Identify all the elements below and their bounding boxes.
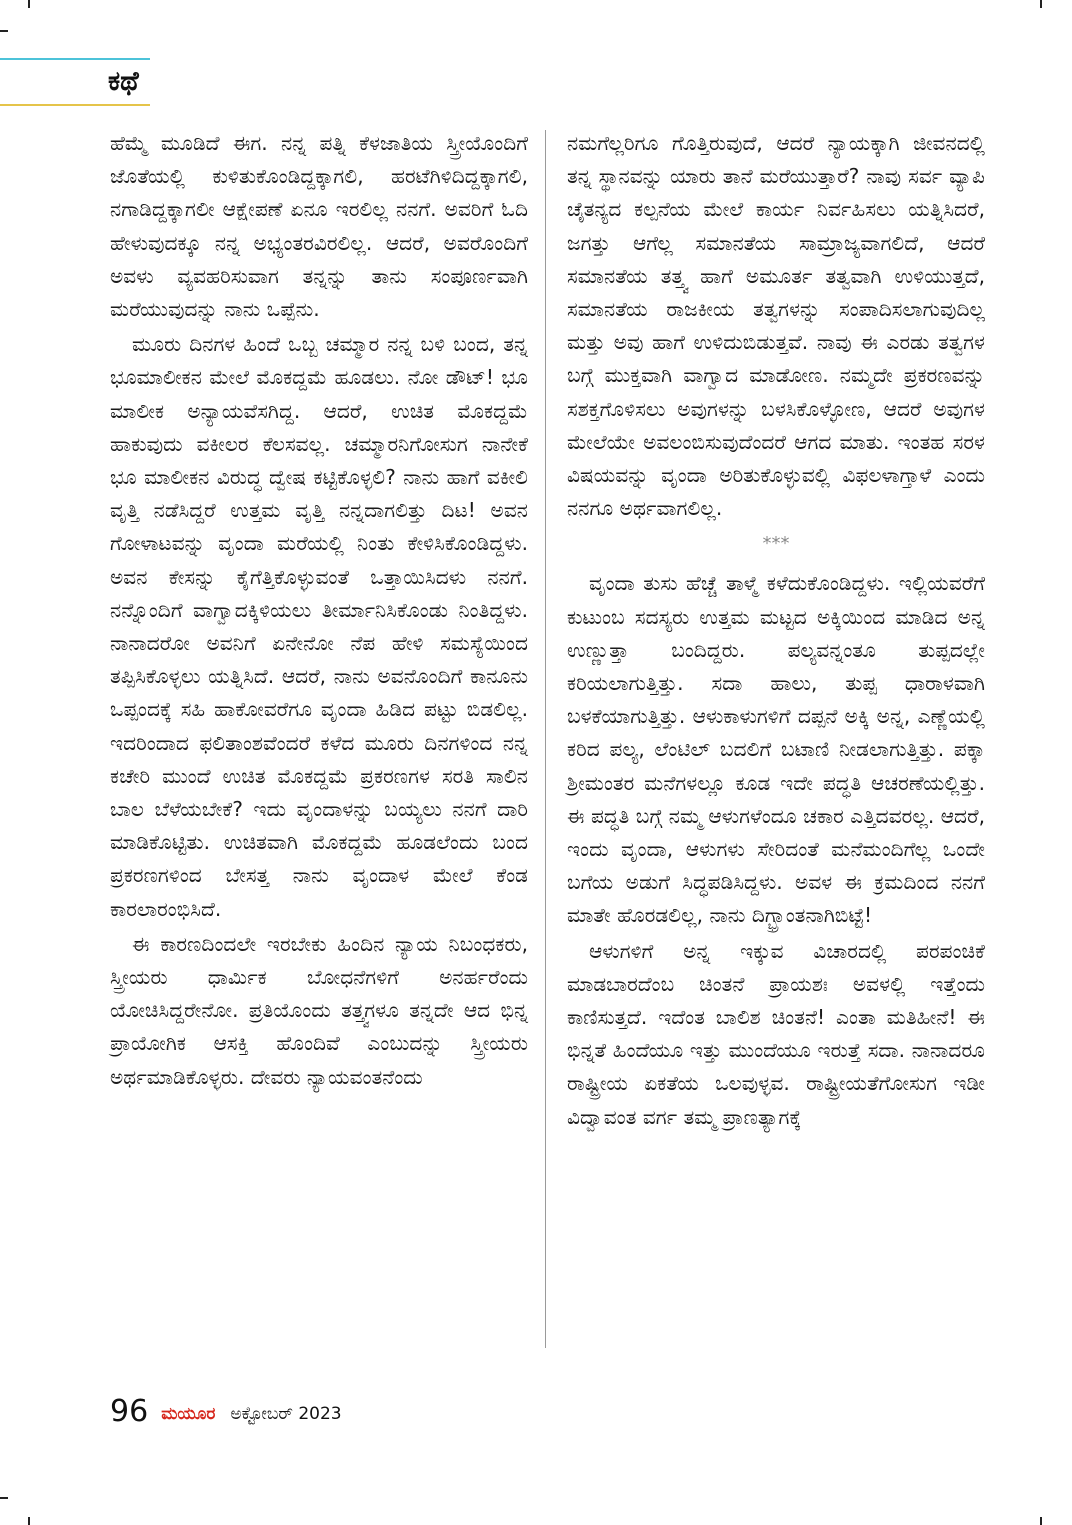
paragraph: ಮೂರು ದಿನಗಳ ಹಿಂದೆ ಒಬ್ಬ ಚಮ್ಮಾರ ನನ್ನ ಬಳಿ ಬಂದ, ತನ್ನ ಭೂಮಾಲೀಕನ ಮೇಲೆ ಮೊಕದ್ದಮೆ ಹೂಡಲು. ನೋ ಡೌಟ್! ಭೂ ಮಾಲೀಕ ಅನ್ಯಾಯವೆಸಗಿದ್ದ. ಆದರೆ, ಉಚಿತ ಮೊಕದ್ದಮೆ ಹಾಕುವುದು ವಕೀಲರ ಕೆಲಸವಲ್ಲ. ಚಮ್ಮಾರನಿಗೋಸುಗ ನಾನೇಕೆ ಭೂ ಮಾಲೀಕನ ವಿರುದ್ಧ ದ್ವೇಷ ಕಟ್ಟಿಕೊಳ್ಳಲಿ? ನಾನು ಹಾಗೆ ವಕೀಲಿ ವೃತ್ತಿ ನಡೆಸಿದ್ದರೆ ಉತ್ತಮ ವೃತ್ತಿ ನನ್ನದಾಗಲಿತ್ತು ದಿಟ! ಅವನ ಗೋಳಾಟವನ್ನು ವೃಂದಾ ಮರೆಯಲ್ಲಿ ನಿಂತು ಕೇಳಿಸಿಕೊಂಡಿದ್ದಳು. ಅವನ ಕೇಸನ್ನು ಕೈಗೆತ್ತಿಕೊಳ್ಳುವಂತೆ ಒತ್ತಾಯಿಸಿದಳು ನನಗೆ. ನನ್ನೊಂದಿಗೆ ವಾಗ್ವಾದಕ್ಕಿಳಿಯಲು ತೀರ್ಮಾನಿಸಿಕೊಂಡು ನಿಂತಿದ್ದಳು. ನಾನಾದರೋ ಅವನಿಗೆ ಏನೇನೋ ನೆಪ ಹೇಳಿ ಸಮಸ್ಯೆಯಿಂದ ತಪ್ಪಿಸಿಕೊಳ್ಳಲು ಯತ್ನಿಸಿದೆ. ಆದರೆ, ನಾನು ಅವನೊಂದಿಗೆ ಕಾನೂನು ಒಪ್ಪಂದಕ್ಕೆ ಸಹಿ ಹಾಕೋವರೆಗೂ ವೃಂದಾ ಹಿಡಿದ ಪಟ್ಟು ಬಿಡಲಿಲ್ಲ. ಇದರಿಂದಾದ ಫಲಿತಾಂಶವೆಂದರೆ ಕಳೆದ ಮೂರು ದಿನಗಳಿಂದ ನನ್ನ ಕಚೇರಿ ಮುಂದೆ ಉಚಿತ ಮೊಕದ್ದಮೆ ಪ್ರಕರಣಗಳ ಸರತಿ ಸಾಲಿನ ಬಾಲ ಬೆಳೆಯಬೇಕೆ? ಇದು ವೃಂದಾಳನ್ನು ಬಯ್ಯಲು ನನಗೆ ದಾರಿ ಮಾಡಿಕೊಟ್ಟಿತು. ಉಚಿತವಾಗಿ ಮೊಕದ್ದಮೆ ಹೂಡಲೆಂದು ಬಂದ ಪ್ರಕರಣಗಳಿಂದ ಬೇಸತ್ತ ನಾನು ವೃಂದಾಳ ಮೇಲೆ ಕೆಂಡ ಕಾರಲಾರಂಭಿಸಿದೆ. (110, 332, 528, 921)
crop-mark-top-left (28, 0, 30, 8)
section-title: ಕಥೆ (108, 66, 139, 97)
header-rule-yellow (0, 104, 150, 106)
crop-mark-bottom-right (1040, 1517, 1042, 1525)
magazine-logo: ಮಯೂರ (161, 1404, 216, 1424)
crop-mark-left-lower (0, 1497, 8, 1499)
page-number: 96 (110, 1394, 149, 1429)
paragraph: ನಮಗೆಲ್ಲರಿಗೂ ಗೊತ್ತಿರುವುದೆ, ಆದರೆ ನ್ಯಾಯಕ್ಕಾಗಿ ಜೀವನದಲ್ಲಿ ತನ್ನ ಸ್ಥಾನವನ್ನು ಯಾರು ತಾನೆ ಮರೆಯುತ್ತಾರೆ? ನಾವು ಸರ್ವ ವ್ಯಾಪಿ ಚೈತನ್ಯದ ಕಲ್ಪನೆಯ ಮೇಲೆ ಕಾರ್ಯ ನಿರ್ವಹಿಸಲು ಯತ್ನಿಸಿದರೆ, ಜಗತ್ತು ಆಗೆಲ್ಲ ಸಮಾನತೆಯ ಸಾಮ್ರಾಜ್ಯವಾಗಲಿದೆ, ಆದರೆ ಸಮಾನತೆಯ ತತ್ತ್ವ ಹಾಗೆ ಅಮೂರ್ತ ತತ್ವವಾಗಿ ಉಳಿಯುತ್ತದೆ, ಸಮಾನತೆಯ ರಾಜಕೀಯ ತತ್ವಗಳನ್ನು ಸಂಪಾದಿಸಲಾಗುವುದಿಲ್ಲ ಮತ್ತು ಅವು ಹಾಗೆ ಉಳಿದುಬಿಡುತ್ತವೆ. ನಾವು ಈ ಎರಡು ತತ್ವಗಳ ಬಗ್ಗೆ ಮುಕ್ತವಾಗಿ ವಾಗ್ವಾದ ಮಾಡೋಣ. ನಮ್ಮದೇ ಪ್ರಕರಣವನ್ನು ಸಶಕ್ತಗೊಳಿಸಲು ಅವುಗಳನ್ನು ಬಳಸಿಕೊಳ್ಳೋಣ, ಆದರೆ ಅವುಗಳ ಮೇಲೆಯೇ ಅವಲಂಬಿಸುವುದೆಂದರೆ ಆಗದ ಮಾತು. ಇಂತಹ ಸರಳ ವಿಷಯವನ್ನು ವೃಂದಾ ಅರಿತುಕೊಳ್ಳುವಲ್ಲಿ ವಿಫಲಳಾಗ್ತಾಳೆ ಎಂದು ನನಗೂ ಅರ್ಥವಾಗಲಿಲ್ಲ. (567, 131, 985, 521)
page-footer (110, 1394, 342, 1429)
right-column-bottom (567, 567, 985, 1133)
paragraph: ವೃಂದಾ ತುಸು ಹೆಚ್ಚೆ ತಾಳ್ಮೆ ಕಳೆದುಕೊಂಡಿದ್ದಳು. ಇಲ್ಲಿಯವರೆಗೆ ಕುಟುಂಬ ಸದಸ್ಯರು ಉತ್ತಮ ಮಟ್ಟದ ಅಕ್ಕಿಯಿಂದ ಮಾಡಿದ ಅನ್ನ ಉಣ್ಣುತ್ತಾ ಬಂದಿದ್ದರು. ಪಲ್ಯವನ್ನಂತೂ ತುಪ್ಪದಲ್ಲೇ ಕರಿಯಲಾಗುತ್ತಿತ್ತು. ಸದಾ ಹಾಲು, ತುಪ್ಪ ಧಾರಾಳವಾಗಿ ಬಳಕೆಯಾಗುತ್ತಿತ್ತು. ಆಳುಕಾಳುಗಳಿಗೆ ದಪ್ಪನೆ ಅಕ್ಕಿ ಅನ್ನ, ಎಣ್ಣೆಯಲ್ಲಿ ಕರಿದ ಪಲ್ಯ, ಲೆಂಟಿಲ್ ಬದಲಿಗೆ ಬಟಾಣಿ ನೀಡಲಾಗುತ್ತಿತ್ತು. ಪಕ್ಕಾ ಶ್ರೀಮಂತರ ಮನೆಗಳಲ್ಲೂ ಕೂಡ ಇದೇ ಪದ್ಧತಿ ಆಚರಣೆಯಲ್ಲಿತ್ತು. ಈ ಪದ್ಧತಿ ಬಗ್ಗೆ ನಮ್ಮ ಆಳುಗಳೆಂದೂ ಚಕಾರ ಎತ್ತಿದವರಲ್ಲ. ಆದರೆ, ಇಂದು ವೃಂದಾ, ಆಳುಗಳು ಸೇರಿದಂತೆ ಮನೆಮಂದಿಗೆಲ್ಲ ಒಂದೇ ಬಗೆಯ ಅಡುಗೆ ಸಿದ್ಧಪಡಿಸಿದ್ದಳು. ಅವಳ ಈ ಕ್ರಮದಿಂದ ನನಗೆ ಮಾತೇ ಹೊರಡಲಿಲ್ಲ, ನಾನು ದಿಗ್ಭ್ರಾಂತನಾಗಿಬಿಟ್ಟೆ! (567, 571, 985, 928)
paragraph: ಆಳುಗಳಿಗೆ ಅನ್ನ ಇಕ್ಕುವ ವಿಚಾರದಲ್ಲಿ ಪರಪಂಚಿಕೆ ಮಾಡಬಾರದೆಂಬ ಚಿಂತನೆ ಪ್ರಾಯಶಃ ಅವಳಲ್ಲಿ ಇತ್ತೆಂದು ಕಾಣಿಸುತ್ತದೆ. ಇದೆಂತ ಬಾಲಿಶ ಚಿಂತನೆ! ಎಂತಾ ಮತಿಹೀನೆ! ಈ ಭಿನ್ನತೆ ಹಿಂದೆಯೂ ಇತ್ತು ಮುಂದೆಯೂ ಇರುತ್ತೆ ಸದಾ. ನಾನಾದರೂ ರಾಷ್ಟ್ರೀಯ ಏಕತೆಯ ಒಲವುಳ್ಳವ. ರಾಷ್ಟ್ರೀಯತೆಗೋಸುಗ ಇಡೀ ವಿದ್ವಾವಂತ ವರ್ಗ ತಮ್ಮ ಪ್ರಾಣತ್ಯಾಗಕ್ಕೆ (567, 938, 985, 1129)
crop-mark-bottom-left (28, 1517, 30, 1525)
header-rule-cyan (0, 58, 150, 60)
right-column-top (567, 127, 985, 525)
issue-date: ಅಕ್ಟೋಬರ್ 2023 (230, 1404, 342, 1424)
column-divider (545, 130, 546, 1348)
crop-mark-top-right (1040, 0, 1042, 8)
right-column (567, 127, 985, 1134)
section-separator: *** (762, 533, 790, 555)
crop-mark-left-upper (0, 30, 8, 32)
paragraph: ಹೆಮ್ಮೆ ಮೂಡಿದೆ ಈಗ. ನನ್ನ ಪತ್ನಿ ಕೆಳಜಾತಿಯ ಸ್ತ್ರೀಯೊಂದಿಗೆ ಜೊತೆಯಲ್ಲಿ ಕುಳಿತುಕೊಂಡಿದ್ದಕ್ಕಾಗಲಿ, ಹರಟೆಗಿಳಿದಿದ್ದಕ್ಕಾಗಲಿ, ನಗಾಡಿದ್ದಕ್ಕಾಗಲೀ ಆಕ್ಷೇಪಣೆ ಏನೂ ಇರಲಿಲ್ಲ ನನಗೆ. ಅವರಿಗೆ ಓದಿ ಹೇಳುವುದಕ್ಕೂ ನನ್ನ ಅಭ್ಯಂತರವಿರಲಿಲ್ಲ. ಆದರೆ, ಅವರೊಂದಿಗೆ ಅವಳು ವ್ಯವಹರಿಸುವಾಗ ತನ್ನನ್ನು ತಾನು ಸಂಪೂರ್ಣವಾಗಿ ಮರೆಯುವುದನ್ನು ನಾನು ಒಪ್ಪೆನು. (110, 131, 529, 322)
left-column (110, 127, 528, 1094)
paragraph: ಈ ಕಾರಣದಿಂದಲೇ ಇರಬೇಕು ಹಿಂದಿನ ನ್ಯಾಯ ನಿಬಂಧಕರು, ಸ್ತ್ರೀಯರು ಧಾರ್ಮಿಕ ಬೋಧನೆಗಳಿಗೆ ಅನರ್ಹರೆಂದು ಯೋಚಿಸಿದ್ದರೇನೋ. ಪ್ರತಿಯೊಂದು ತತ್ತ್ವಗಳೂ ತನ್ನದೇ ಆದ ಭಿನ್ನ ಪ್ರಾಯೋಗಿಕ ಆಸಕ್ತಿ ಹೊಂದಿವೆ ಎಂಬುದನ್ನು ಸ್ತ್ರೀಯರು ಅರ್ಥಮಾಡಿಕೊಳ್ಳರು. ದೇವರು ನ್ಯಾಯವಂತನೆಂದು (110, 931, 528, 1089)
